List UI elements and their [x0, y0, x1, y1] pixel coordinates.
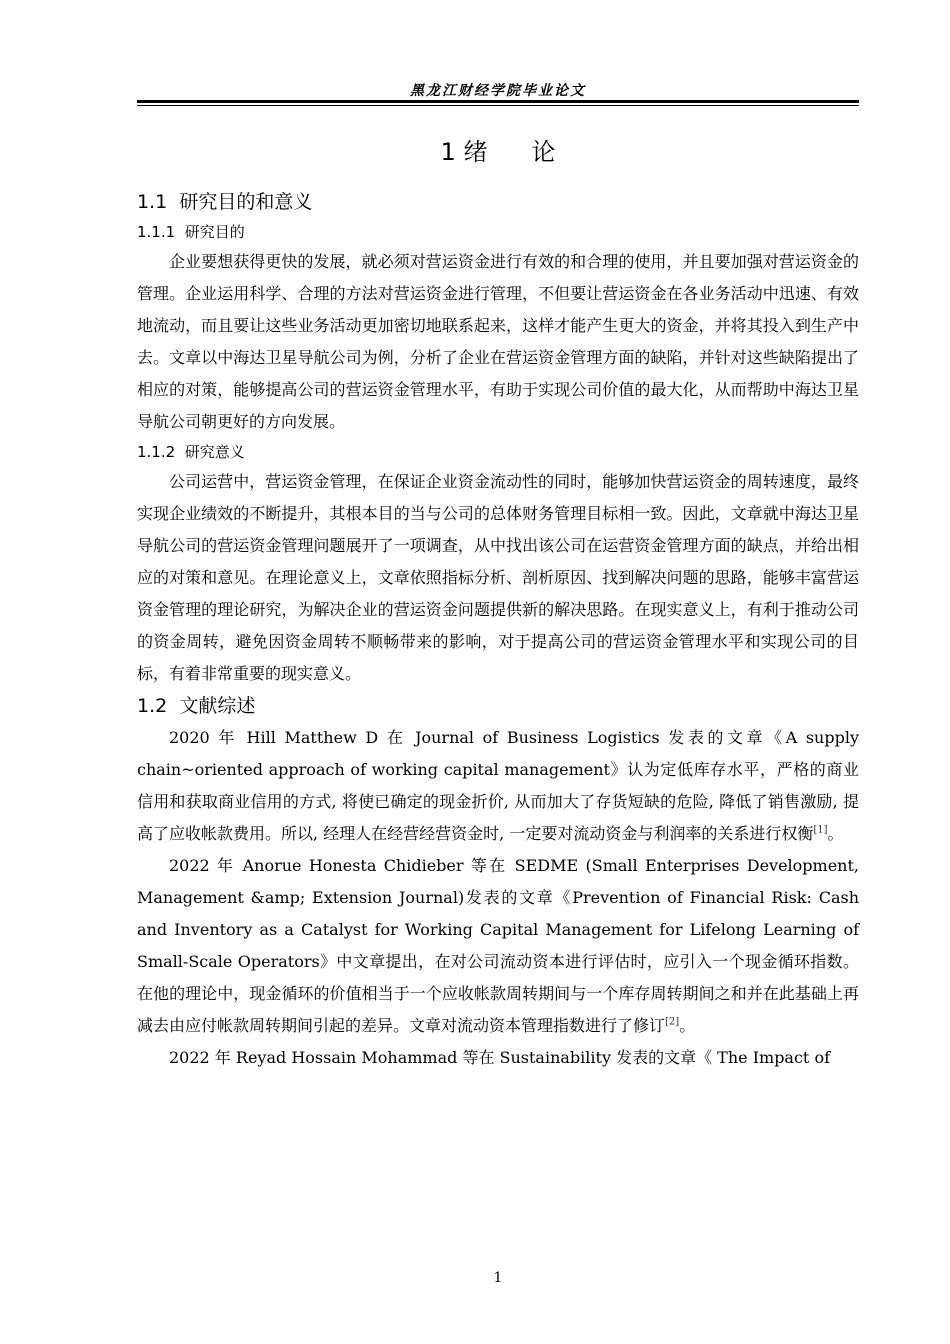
citation-1[interactable]: [1] [813, 824, 828, 836]
page-number: 1 [493, 1270, 503, 1286]
section-title: 研究目的和意义 [179, 191, 313, 213]
header-rule-thin [137, 105, 859, 106]
running-header: 黑龙江财经学院毕业论文 [410, 83, 586, 99]
chapter-title-a: 绪 [463, 138, 488, 166]
paragraph-review-1 [137, 722, 859, 850]
paragraph-end: 。 [679, 1016, 696, 1035]
chapter-number: 1 [440, 138, 456, 166]
section-number: 1.2 [137, 695, 168, 717]
subsection-number: 1.1.1 [137, 223, 176, 241]
paragraph-text: 2022 年 Anorue Honesta Chidieber 等在 SEDME (Small Enterprises Development, Management &amp; Extension Journal)发表的文章《Prevention of Financial Risk: Cash and Inventory as a Catalyst for Working Capital Management for Lifelong Learning of Small-Scale Operators》中文章提出，在对公司流动资本进行评估时，应引入一个现金循环指数。在他的理论中，现金循环的价值相当于一个应收帐款周转期间与一个库存周转期间之和并在此基础上再减去由应付帐款周转期间引起的差异。文章对流动资本管理指数进行了修订 [137, 856, 859, 1035]
body-content [137, 186, 859, 1074]
paragraph-review-3: 2022 年 Reyad Hossain Mohammad 等在 Sustainability 发表的文章《 The Impact of [169, 1048, 831, 1067]
subsection-heading-1-1-1 [137, 218, 859, 246]
paragraph-text: 2020 年 Hill Matthew D 在 Journal of Business Logistics 发表的文章《A supply chain~oriented approach of working capital management》认为定低库存水平，严格的商业信用和获取商业信用的方式, 将使已确定的现金折价, 从而加大了存货短缺的危险, 降低了销售激励, 提高了应收帐款费用。所以, 经理人在经营经营资金时, 一定要对流动资金与利润率的关系进行权衡 [137, 728, 859, 843]
subsection-title: 研究目的 [184, 223, 245, 241]
subsection-title: 研究意义 [184, 443, 245, 461]
section-heading-1-2 [137, 690, 859, 722]
subsection-heading-1-1-2 [137, 438, 859, 466]
header-rule-thick [137, 100, 859, 103]
chapter-title [137, 132, 859, 167]
section-number: 1.1 [137, 191, 168, 213]
citation-2[interactable]: [2] [665, 1016, 680, 1028]
paragraph-review-2 [137, 850, 859, 1042]
paragraph-end: 。 [827, 824, 844, 843]
subsection-number: 1.1.2 [137, 443, 176, 461]
section-title: 文献综述 [179, 695, 256, 717]
chapter-title-b: 论 [531, 138, 556, 166]
paragraph-significance: 公司运营中，营运资金管理，在保证企业资金流动性的同时，能够加快营运资金的周转速度，最终实现企业绩效的不断提升，其根本目的当与公司的总体财务管理目标相一致。因此，文章就中海达卫星导航公司的营运资金管理问题展开了一项调查，从中找出该公司在运营资金管理方面的缺点，并给出相应的对策和意见。在理论意义上，文章依照指标分析、剖析原因、找到解决问题的思路，能够丰富营运资金管理的理论研究，为解决企业的营运资金问题提供新的解决思路。在现实意义上，有利于推动公司的资金周转，避免因资金周转不顺畅带来的影响，对于提高公司的营运资金管理水平和实现公司的目标，有着非常重要的现实意义。 [137, 472, 859, 683]
paragraph-purpose: 企业要想获得更快的发展，就必须对营运资金进行有效的和合理的使用，并且要加强对营运资金的管理。企业运用科学、合理的方法对营运资金进行管理，不但要让营运资金在各业务活动中迅速、有效地流动，而且要让这些业务活动更加密切地联系起来，这样才能产生更大的资金，并将其投入到生产中去。文章以中海达卫星导航公司为例，分析了企业在营运资金管理方面的缺陷，并针对这些缺陷提出了相应的对策，能够提高公司的营运资金管理水平，有助于实现公司价值的最大化，从而帮助中海达卫星导航公司朝更好的方向发展。 [137, 252, 859, 431]
section-heading-1-1 [137, 186, 859, 218]
